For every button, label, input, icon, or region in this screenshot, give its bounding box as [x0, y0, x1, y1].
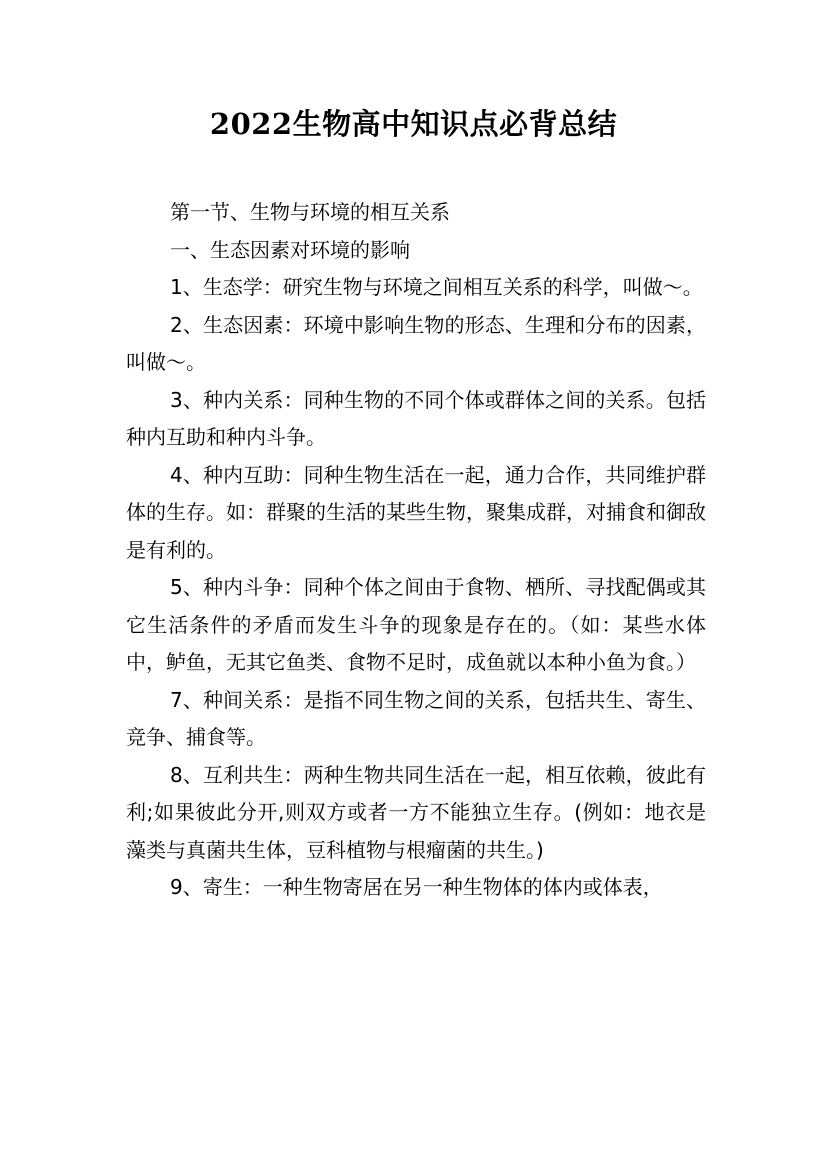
paragraph: 3、种内关系：同种生物的不同个体或群体之间的关系。包括种内互助和种内斗争。 [126, 387, 706, 449]
document-title: 2022生物高中知识点必背总结 [209, 107, 618, 141]
paragraph: 4、种内互助：同种生物生活在一起，通力合作，共同维护群体的生存。如：群聚的生活的某些生物，聚集成群，对捕食和御敌是有利的。 [126, 462, 706, 562]
paragraph: 8、互利共生：两种生物共同生活在一起，相互依赖，彼此有利;如果彼此分开,则双方或者一方不能独立生存。(例如：地衣是藻类与真菌共生体，豆科植物与根瘤菌的共生。) [126, 762, 706, 862]
paragraph: 7、种间关系：是指不同生物之间的关系，包括共生、寄生、竞争、捕食等。 [126, 687, 706, 749]
section-heading: 第一节、生物与环境的相互关系 [170, 200, 450, 224]
paragraph: 2、生态因素：环境中影响生物的形态、生理和分布的因素，叫做～。 [126, 312, 706, 374]
subsection-heading: 一、生态因素对环境的影响 [170, 237, 410, 262]
paragraph: 9、寄生：一种生物寄居在另一种生物体的体内或体表， [170, 875, 663, 899]
document-body [126, 194, 706, 907]
paragraph: 1、生态学：研究生物与环境之间相互关系的科学，叫做～。 [170, 275, 703, 299]
paragraph: 5、种内斗争：同种个体之间由于食物、栖所、寻找配偶或其它生活条件的矛盾而发生斗争的现象是存在的。（如：某些水体中，鲈鱼，无其它鱼类、食物不足时，成鱼就以本种小鱼为食。） [126, 575, 706, 674]
